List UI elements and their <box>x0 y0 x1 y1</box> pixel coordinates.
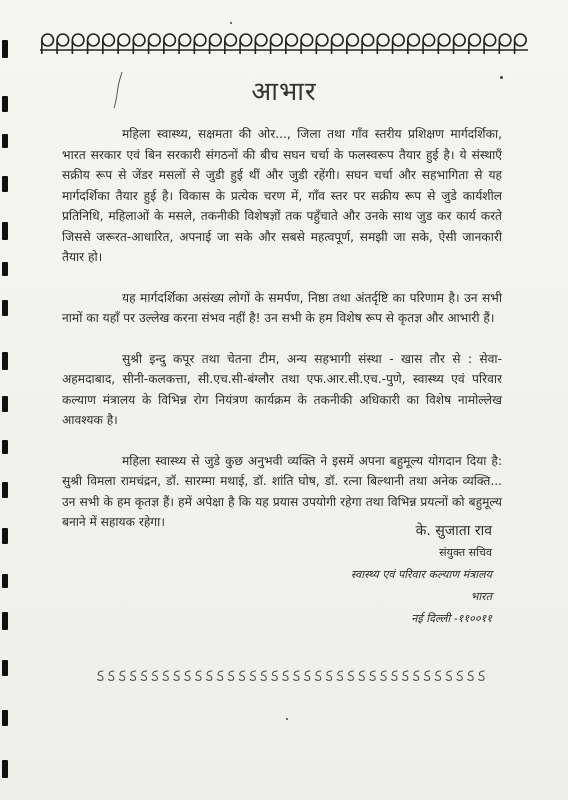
signature-block <box>351 520 492 630</box>
binding-mark <box>2 710 8 726</box>
binding-mark <box>2 300 8 316</box>
signatory-name: के. सुजाता राव <box>415 523 492 539</box>
binding-mark <box>2 134 8 148</box>
dust-speck <box>286 718 288 720</box>
signatory-country: भारत <box>470 590 492 603</box>
binding-holes <box>0 0 10 800</box>
dust-speck <box>230 22 232 24</box>
binding-mark <box>2 660 8 676</box>
paragraph-4: महिला स्वास्थ्य से जुडे कुछ अनुभवी व्यक्ति ने इसमें अपना बहुमूल्य योगदान दिया है: सुश्री विमला रामचंद्रन, डॉ. सारम्मा मथाई, डॉ. शांति घोष, डॉ. रत्ना बिल्थानी तथा अनेक व्यक्ति... उन सभी के हम कृतज्ञ हैं। हमें अपेक्षा है कि यह प्रयास उपयोगी रहेगा तथा विभिन्न प्रयत्नों को बहुमूल्य बनाने में सहायक रहेगा। <box>62 453 502 529</box>
paragraph-2: यह मार्गदर्शिका असंख्य लोगों के समर्पण, निष्ठा तथा अंतर्दृष्टि का परिणाम है। उन सभी नामों का यहाँ पर उल्लेख करना संभव नहीं है! उन सभी के हम विशेष रूप से कृतज्ञ और आभारी हैं। <box>62 290 502 325</box>
dust-speck <box>500 76 503 79</box>
signatory-ministry: स्वास्थ्य एवं परिवार कल्याण मंत्रालय <box>350 568 492 581</box>
binding-mark <box>2 262 8 276</box>
top-ornament-border <box>40 30 528 56</box>
binding-mark <box>2 396 8 412</box>
binding-mark <box>2 352 8 370</box>
acknowledgement-body <box>62 124 502 553</box>
binding-mark <box>2 612 8 630</box>
binding-mark <box>2 760 8 778</box>
binding-mark <box>2 222 8 240</box>
bottom-ornament-border <box>95 668 487 682</box>
binding-mark <box>2 176 8 192</box>
binding-mark <box>2 528 8 544</box>
binding-mark <box>2 440 8 454</box>
signatory-designation: संयुक्त सचिव <box>439 546 492 559</box>
paragraph-3: सुश्री इन्दु कपूर तथा चेतना टीम, अन्य सहभागी संस्था - खास तौर से : सेवा-अहमदाबाद, सीनी-कलकत्ता, सी.एच.सी-बंग्लौर तथा एफ.आर.सी.एच.-पुणे, स्वास्थ्य एवं परिवार कल्याण मंत्रालय के विभिन्न रोग नियंत्रण कार्यक्रम के तकनीकी अधिकारी का विशेष नामोल्लेख आवश्यक है। <box>62 351 502 427</box>
signatory-city: नई दिल्ली -११००११ <box>411 612 492 625</box>
page-title: आभार <box>251 77 317 107</box>
binding-mark <box>2 574 8 588</box>
paragraph-1: महिला स्वास्थ्य, सक्षमता की ओर..., जिला तथा गाँव स्तरीय प्रशिक्षण मार्गदर्शिका, भारत सरकार एवं बिन सरकारी संगठनों की बीच सघन चर्चा के फलस्वरूप तैयार हुई है। ये संस्थाएँ सक्रीय रूप से जेंडर मसलों से जुडी हुई थीं और जुडी रहेंगी। सघन चर्चा और सहभागिता से यह मार्गदर्शिका तैयार हुई है। विकास के प्रत्येक चरण में, गाँव स्तर पर सक्रीय रूप से जुडे कार्यशील प्रतिनिधि, महिलाओं के मसले, तकनीकी विशेषज्ञों तक पहुँचाते और उनके साथ जुड कर कार्य करते जिससे जरूरत-आधारित, अपनाई जा सके और सबसे महत्वपूर्ण, समझी जा सके, ऐसी जानकारी तैयार हो। <box>62 127 502 264</box>
binding-mark <box>2 482 8 498</box>
binding-mark <box>2 40 8 58</box>
